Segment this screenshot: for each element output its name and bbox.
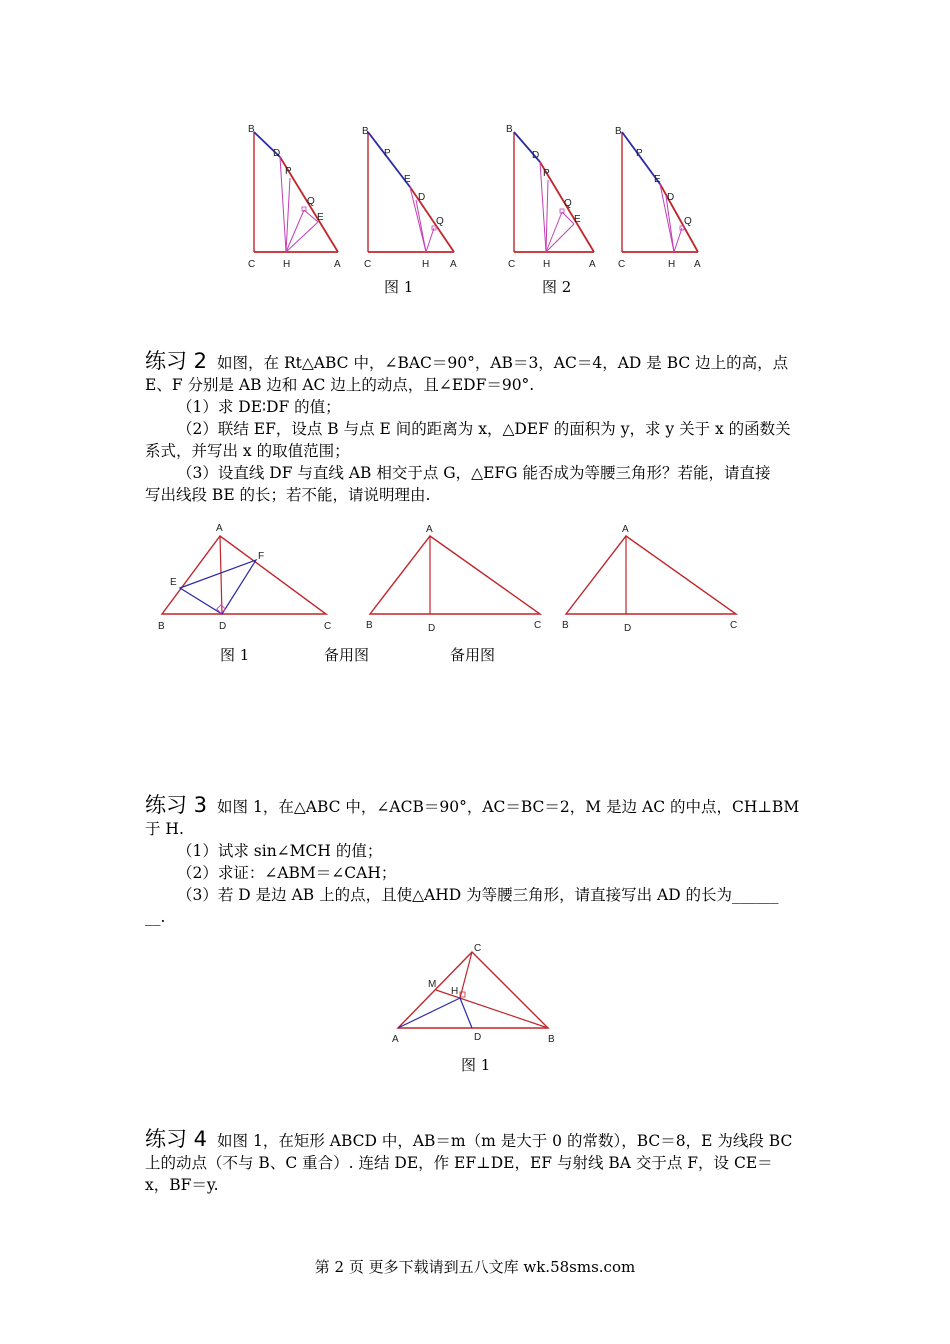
top-caption-1: 图 1 — [384, 278, 414, 296]
exercise-2-caption-2: 备用图 — [324, 646, 370, 664]
exercise-4-text-2: 上的动点（不与 B、C 重合）. 连结 DE，作 EF⊥DE，EF 与射线 BA 交于点 F，设 CE＝ — [145, 1154, 773, 1172]
exercise-2-q2-1: （2）联结 EF，设点 B 与点 E 间的距离为 x，△DEF 的面积为 y，求 y 关于 x 的函数关 — [177, 420, 791, 438]
svg-text:H: H — [451, 986, 459, 997]
exercise-2-text-1: 如图，在 Rt△ABC 中，∠BAC＝90°，AB＝3，AC＝4，AD 是 BC 边上的高，点 — [217, 354, 789, 372]
svg-text:Q: Q — [684, 216, 692, 227]
svg-text:D: D — [474, 1032, 482, 1043]
exercise-4 — [145, 1128, 810, 1196]
svg-text:B: B — [615, 126, 622, 137]
exercise-2-figure-2 — [360, 520, 555, 635]
exercise-3-q3-1: （3）若 D 是边 AB 上的点，且使△AHD 为等腰三角形，请直接写出 AD 的长为______ — [177, 886, 779, 904]
exercise-4-title: 练习 4 — [145, 1127, 208, 1151]
svg-text:E: E — [574, 214, 581, 225]
svg-text:D: D — [219, 621, 227, 632]
svg-text:D: D — [624, 623, 632, 634]
svg-text:H: H — [668, 259, 676, 270]
svg-text:Q: Q — [307, 196, 315, 207]
page-footer: 第 2 页 更多下载请到五八文库 wk.58sms.com — [314, 1258, 636, 1276]
svg-text:B: B — [506, 124, 513, 135]
top-caption-2: 图 2 — [542, 278, 572, 296]
svg-text:B: B — [362, 126, 369, 137]
svg-text:A: A — [216, 523, 223, 534]
svg-text:P: P — [636, 148, 643, 159]
exercise-3-text-2: 于 H. — [145, 820, 184, 838]
svg-text:D: D — [418, 192, 426, 203]
svg-text:P: P — [543, 168, 550, 179]
exercise-3 — [145, 794, 810, 928]
svg-text:A: A — [450, 259, 457, 270]
exercise-2-figure-1 — [150, 518, 340, 638]
svg-text:D: D — [667, 192, 675, 203]
svg-text:C: C — [618, 259, 626, 270]
svg-text:D: D — [532, 150, 540, 161]
svg-text:A: A — [334, 259, 341, 270]
figure-top-c — [500, 120, 610, 270]
svg-text:E: E — [404, 174, 411, 185]
svg-text:Q: Q — [436, 216, 444, 227]
exercise-3-q3-2: __. — [145, 908, 166, 926]
svg-text:E: E — [170, 577, 177, 588]
exercise-3-text-1: 如图 1，在△ABC 中，∠ACB＝90°，AC＝BC＝2，M 是边 AC 的中点，CH⊥BM — [217, 798, 800, 816]
figure-top-b — [356, 120, 466, 270]
svg-text:C: C — [508, 259, 516, 270]
figure-top-d — [610, 120, 720, 270]
svg-text:B: B — [248, 124, 255, 135]
exercise-2-title: 练习 2 — [145, 349, 208, 373]
exercise-3-title: 练习 3 — [145, 793, 208, 817]
svg-text:A: A — [392, 1034, 399, 1045]
exercise-2-q3-1: （3）设直线 DF 与直线 AB 相交于点 G，△EFG 能否成为等腰三角形？若能，请直接 — [177, 464, 771, 482]
svg-text:C: C — [534, 620, 542, 631]
svg-text:B: B — [562, 620, 569, 631]
svg-text:D: D — [273, 148, 281, 159]
figure-top-a — [240, 120, 350, 270]
svg-text:E: E — [317, 212, 324, 223]
svg-text:A: A — [622, 524, 629, 535]
svg-text:C: C — [248, 259, 256, 270]
exercise-3-figure — [388, 938, 568, 1048]
svg-text:B: B — [548, 1034, 555, 1045]
exercise-2-figure-3 — [558, 520, 753, 635]
exercise-3-q1: （1）试求 sin∠MCH 的值； — [177, 842, 383, 860]
svg-text:E: E — [654, 174, 661, 185]
svg-text:M: M — [428, 979, 437, 990]
exercise-4-text-3: x，BF＝y. — [145, 1176, 219, 1194]
svg-text:B: B — [158, 621, 165, 632]
exercise-2-q3-2: 写出线段 BE 的长；若不能，请说明理由. — [145, 486, 431, 504]
svg-text:A: A — [694, 259, 701, 270]
exercise-2-caption-3: 备用图 — [450, 646, 496, 664]
svg-text:H: H — [283, 259, 291, 270]
svg-text:H: H — [543, 259, 551, 270]
svg-text:A: A — [589, 259, 596, 270]
svg-text:D: D — [428, 623, 436, 634]
exercise-2-caption-1: 图 1 — [220, 646, 250, 664]
svg-text:B: B — [366, 620, 373, 631]
svg-text:F: F — [258, 551, 265, 562]
exercise-2-q2-2: 系式，并写出 x 的取值范围； — [145, 442, 350, 460]
svg-text:C: C — [730, 620, 738, 631]
svg-text:Q: Q — [564, 198, 572, 209]
exercise-2-q1: （1）求 DE∶DF 的值； — [177, 398, 341, 416]
exercise-3-q2: （2）求证：∠ABM＝∠CAH； — [177, 864, 397, 882]
svg-text:H: H — [422, 259, 430, 270]
svg-text:C: C — [364, 259, 372, 270]
exercise-4-text-1: 如图 1，在矩形 ABCD 中，AB＝m（m 是大于 0 的常数），BC＝8，E 为线段 BC — [217, 1132, 793, 1150]
exercise-2 — [145, 350, 810, 506]
svg-text:P: P — [285, 166, 292, 177]
svg-text:A: A — [426, 524, 433, 535]
svg-text:C: C — [474, 943, 482, 954]
exercise-3-caption: 图 1 — [461, 1056, 491, 1074]
exercise-2-text-2: E、F 分别是 AB 边和 AC 边上的动点，且∠EDF＝90°. — [145, 376, 535, 394]
svg-text:C: C — [324, 621, 332, 632]
svg-text:P: P — [384, 148, 391, 159]
